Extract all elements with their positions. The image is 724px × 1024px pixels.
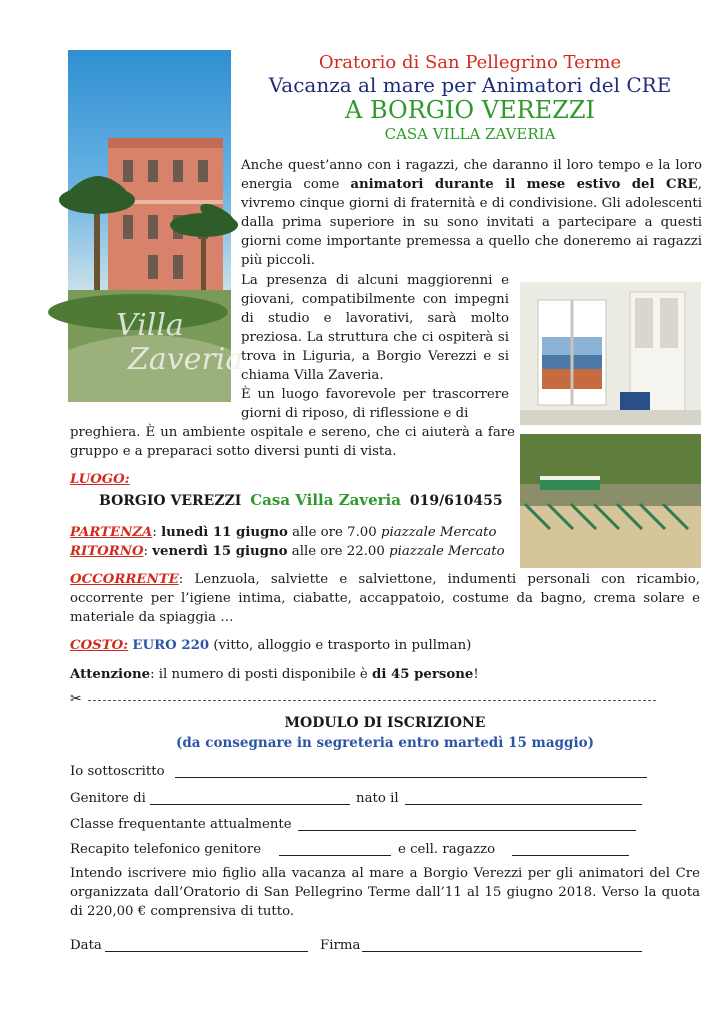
villa-caption-1: Villa: [116, 308, 184, 343]
costo-line: COSTO: EURO 220 (vitto, alloggio e trasporto in pullman): [70, 638, 472, 653]
intro-paragraph-3b: preghiera. È un ambiente ospitale e sereno, che ci aiuterà a fare gruppo e a preparaci sotto diversi punti di vista.: [70, 425, 515, 459]
scissors-icon: ✂: [70, 691, 82, 707]
beach-photo: [520, 434, 701, 568]
field-nato-label: nato il: [356, 791, 399, 806]
organizer-title: Oratorio di San Pellegrino Terme: [318, 52, 622, 73]
villa-caption-2: Zaveria: [128, 342, 244, 377]
form-title: MODULO DI ISCRIZIONE: [284, 715, 486, 731]
field-cell-ragazzo[interactable]: [512, 855, 629, 856]
field-firma[interactable]: [362, 951, 642, 952]
intro-paragraph-2: La presenza di alcuni maggiorenni e giovani, compatibilmente con impegni di studio e lavorativi, sarà molto preziosa. La struttura che ci ospiterà si trova in Liguria, a Borgio Verezzi e si chiama Villa Zaveria.: [241, 273, 509, 383]
field-cell-label: e cell. ragazzo: [398, 842, 496, 857]
occorrente-paragraph: OCCORRENTE: Lenzuola, salviette e salviettone, indumenti personali con ricambio, occorrente per l’igiene intima, ciabatte, accappatoio, costume da bagno, crema solare e materiale da spiaggia …: [70, 572, 700, 625]
intro-paragraph-3a: È un luogo favorevole per trascorrere giorni di riposo, di riflessione e di: [241, 387, 509, 421]
field-recapito-label: Recapito telefonico genitore: [70, 842, 262, 857]
field-sottoscritto[interactable]: [175, 777, 647, 778]
ritorno-line: RITORNO: venerdì 15 giugno alle ore 22.00 piazzale Mercato: [70, 544, 505, 559]
field-recapito-genitore[interactable]: [279, 855, 391, 856]
declaration-paragraph: Intendo iscrivere mio figlio alla vacanza al mare a Borgio Verezzi per gli animatori del Cre organizzata dall’Oratorio di San Pellegrino Terme dall’11 al 15 giugno 2018. Verso la quota di 220,00 € comprensiva di tutto.: [70, 866, 700, 919]
house-title: CASA VILLA ZAVERIA: [384, 125, 556, 143]
event-title: Vacanza al mare per Animatori del CRE: [268, 73, 672, 97]
form-subtitle: (da consegnare in segreteria entro martedì 15 maggio): [175, 735, 594, 751]
field-data[interactable]: [105, 951, 308, 952]
intro-paragraph-1: Anche quest’anno con i ragazzi, che daranno il loro tempo e la loro energia come animatori durante il mese estivo del CRE, vivremo cinque giorni di fraternità e di condivisione. Gli adolescenti dalla prima superiore in su sono invitati a partecipare a questi giorni come importante premessa a quello che doneremo ai ragazzi più piccoli.: [241, 158, 703, 268]
field-data-label: Data: [70, 938, 102, 953]
field-nato[interactable]: [405, 804, 642, 805]
field-genitore[interactable]: [150, 804, 350, 805]
field-classe[interactable]: [298, 830, 636, 831]
luogo-line: BORGIO VEREZZI Casa Villa Zaveria 019/610455: [99, 491, 503, 509]
luogo-label: LUOGO:: [70, 472, 130, 487]
field-genitore-label: Genitore di: [70, 791, 146, 806]
villa-photo: [68, 50, 244, 402]
attenzione-line: Attenzione: il numero di posti disponibile è di 45 persone!: [70, 667, 479, 682]
room-window-photo: [520, 282, 701, 425]
location-title: A BORGIO VEREZZI: [344, 96, 596, 124]
field-classe-label: Classe frequentante attualmente: [70, 817, 292, 832]
cut-line: [88, 700, 656, 701]
field-sottoscritto-label: Io sottoscritto: [70, 764, 165, 779]
partenza-line: PARTENZA: lunedì 11 giugno alle ore 7.00 piazzale Mercato: [70, 525, 497, 540]
field-firma-label: Firma: [320, 938, 361, 953]
